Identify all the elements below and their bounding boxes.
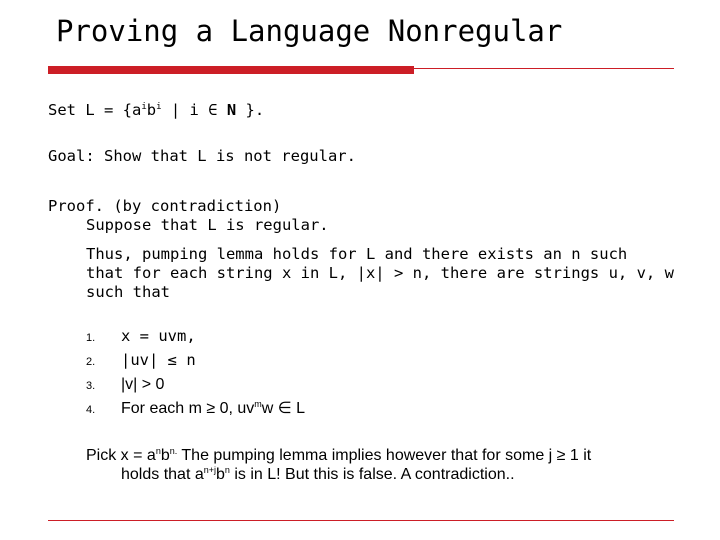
- title-underline-thin: [414, 68, 674, 69]
- conclusion-line-1: [86, 446, 591, 465]
- conclusion-text: holds that a: [121, 466, 204, 483]
- list-number: 4.: [86, 404, 96, 416]
- footer-rule: [48, 520, 674, 521]
- set-text-prefix: Set L = {a: [48, 101, 142, 119]
- superscript: i: [156, 102, 162, 112]
- conclusion-text: b: [160, 447, 170, 464]
- title-underline-thick: [48, 66, 414, 74]
- goal-text: Goal: Show that L is not regular.: [48, 147, 356, 165]
- condition-4-pre: For each m ≥ 0, uv: [121, 400, 255, 417]
- conclusion-text: Pick x = a: [86, 447, 156, 464]
- superscript: i: [141, 102, 147, 112]
- list-number: 3.: [86, 380, 96, 392]
- conclusion-text: b: [216, 466, 225, 483]
- conclusion-line-2: [121, 465, 515, 484]
- superscript: n: [224, 465, 230, 475]
- list-number: 2.: [86, 356, 96, 368]
- proof-line-1: Suppose that L is regular.: [86, 216, 329, 234]
- condition-2: |uv| ≤ n: [121, 351, 196, 369]
- set-text-mid: b: [146, 101, 157, 119]
- list-number: 1.: [86, 332, 96, 344]
- proof-line-4: such that: [86, 283, 170, 301]
- conclusion-text: The pumping lemma implies however that for some j ≥ 1 it: [177, 447, 592, 464]
- proof-line-3: that for each string x in L, |x| > n, there are strings u, v, w: [86, 264, 674, 282]
- naturals-symbol: N: [226, 101, 237, 119]
- superscript: n: [155, 446, 161, 456]
- set-definition: [48, 101, 264, 120]
- condition-4: [121, 399, 305, 418]
- conclusion-text: is in L! But this is false. A contradiction..: [229, 466, 515, 483]
- superscript: n.: [169, 446, 178, 456]
- set-text-end: }.: [236, 101, 265, 119]
- superscript: n+j: [203, 465, 216, 475]
- superscript: m: [254, 399, 262, 409]
- proof-line-2: Thus, pumping lemma holds for L and there exists an n such: [86, 245, 628, 263]
- condition-3: |v| > 0: [121, 376, 165, 393]
- condition-4-post: w ∈ L: [261, 400, 306, 417]
- set-text-after: | i ∈: [161, 101, 227, 119]
- page-title: Proving a Language Nonregular: [56, 14, 563, 48]
- proof-heading: Proof. (by contradiction): [48, 197, 282, 215]
- condition-1: x = uvm,: [121, 327, 196, 345]
